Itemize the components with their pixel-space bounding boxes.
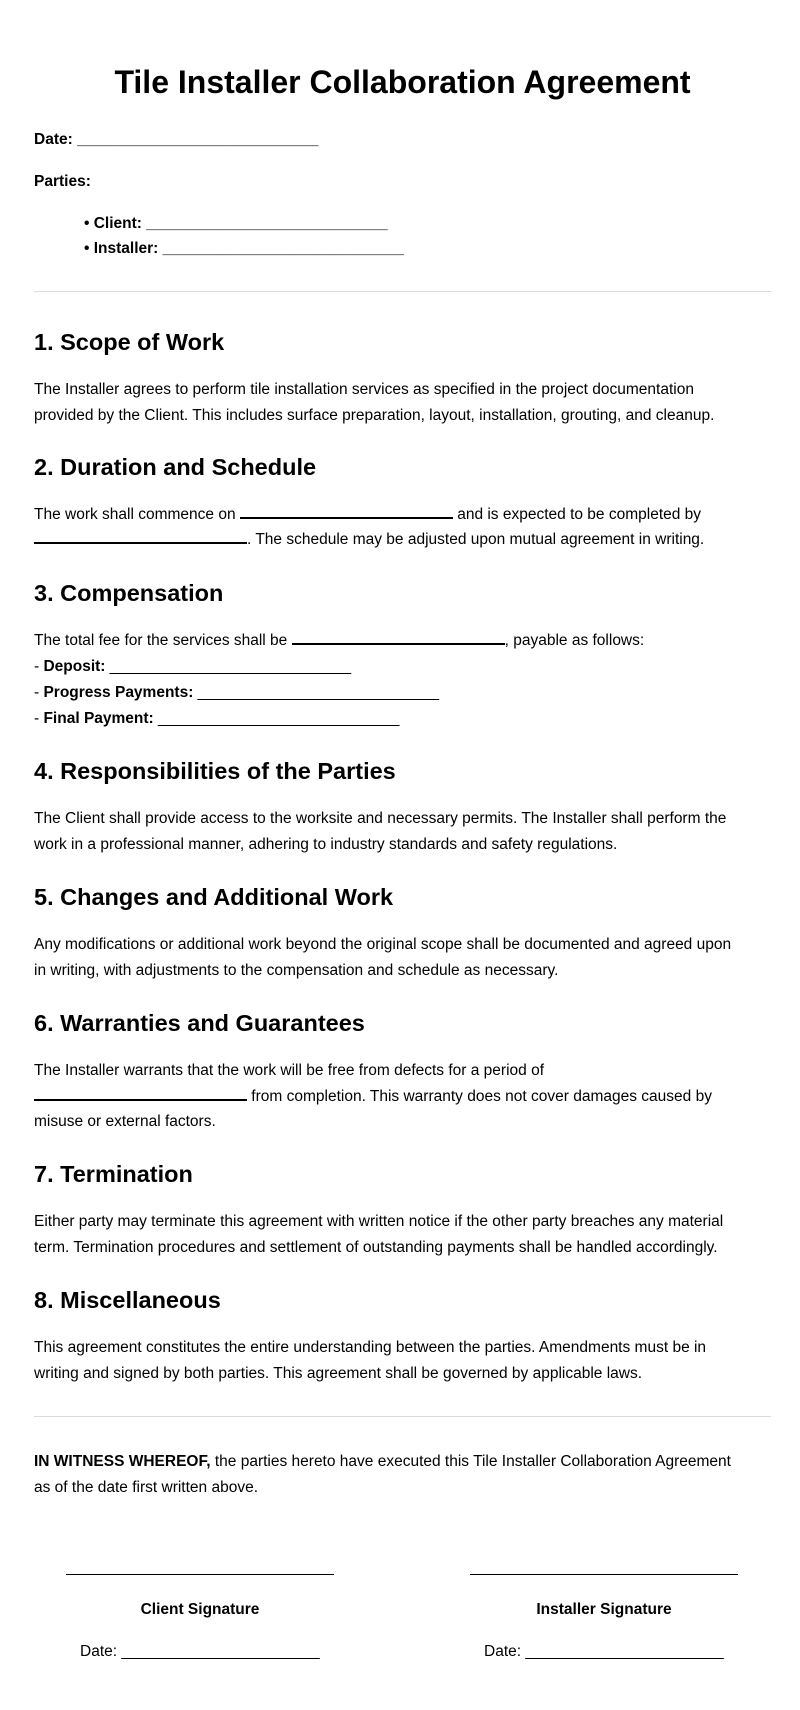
witness-text: as of the date first written above.: [34, 1479, 259, 1496]
section-text: in writing, with adjustments to the compensation and schedule as necessary.: [34, 962, 559, 979]
text-run: , payable as follows:: [504, 632, 645, 649]
section-text: [34, 628, 644, 654]
text-run: and is expected to be completed by: [452, 506, 702, 523]
text-run: -: [34, 658, 44, 675]
progress-label: Progress Payments:: [43, 684, 194, 701]
section-text: [34, 527, 704, 553]
text-run: The total fee for the services shall be: [34, 632, 292, 649]
installer-signature-label: Installer Signature: [536, 1601, 672, 1618]
section-text: [34, 502, 701, 528]
final-label: Final Payment:: [43, 710, 154, 727]
deposit-blank: ____________________________: [105, 658, 352, 675]
text-run: from completion. This warranty does not cover damages caused by: [247, 1088, 712, 1105]
document-title: Tile Installer Collaboration Agreement: [114, 64, 691, 100]
installer-field: • Installer: ____________________________: [84, 240, 405, 257]
date-field: Date: ____________________________: [34, 131, 319, 148]
text-run: The work shall commence on: [34, 506, 240, 523]
section-heading: 2. Duration and Schedule: [34, 454, 317, 480]
witness-text: [34, 1449, 731, 1475]
section-heading: 6. Warranties and Guarantees: [34, 1010, 365, 1036]
progress-blank: ____________________________: [193, 684, 440, 701]
client-field: • Client: ____________________________: [84, 215, 388, 232]
final-blank: ____________________________: [153, 710, 400, 727]
section-heading: 7. Termination: [34, 1161, 193, 1187]
total-fee-blank: [292, 629, 505, 645]
payment-line-progress: [34, 680, 439, 706]
client-signature-label: Client Signature: [140, 1601, 260, 1618]
end-date-blank: [34, 528, 247, 544]
client-signature-line: [66, 1574, 334, 1575]
client-date-field: Date: _______________________: [80, 1643, 320, 1660]
section-text: The Installer agrees to perform tile installation services as specified in the project documentation: [34, 381, 694, 398]
text-run: -: [34, 684, 44, 701]
section-text: Either party may terminate this agreement with written notice if the other party breaches any material: [34, 1213, 724, 1230]
witness-lead: IN WITNESS WHEREOF,: [34, 1453, 211, 1470]
divider: [34, 291, 771, 292]
section-text: work in a professional manner, adhering to industry standards and safety regulations.: [34, 836, 618, 853]
divider: [34, 1416, 771, 1417]
text-run: -: [34, 710, 44, 727]
payment-line-final: [34, 706, 399, 732]
payment-line-deposit: [34, 654, 351, 680]
section-text: Any modifications or additional work beyond the original scope shall be documented and agreed upon: [34, 936, 732, 953]
text-run: . The schedule may be adjusted upon mutual agreement in writing.: [247, 531, 705, 548]
warranty-period-blank: [34, 1085, 247, 1101]
section-text: This agreement constitutes the entire understanding between the parties. Amendments must be in: [34, 1339, 707, 1356]
text-run: the parties hereto have executed this Tile Installer Collaboration Agreement: [210, 1453, 731, 1470]
section-heading: 8. Miscellaneous: [34, 1287, 221, 1313]
section-text: [34, 1084, 712, 1110]
section-text: writing and signed by both parties. This agreement shall be governed by applicable laws.: [34, 1365, 643, 1382]
section-heading: 4. Responsibilities of the Parties: [34, 758, 396, 784]
parties-label: Parties:: [34, 173, 91, 190]
installer-signature-line: [470, 1574, 738, 1575]
section-text: provided by the Client. This includes surface preparation, layout, installation, grouting, and cleanup.: [34, 407, 715, 424]
section-heading: 1. Scope of Work: [34, 329, 225, 355]
section-text: term. Termination procedures and settlement of outstanding payments shall be handled accordingly.: [34, 1239, 718, 1256]
section-text: The Installer warrants that the work will be free from defects for a period of: [34, 1062, 545, 1079]
installer-date-field: Date: _______________________: [484, 1643, 724, 1660]
section-text: The Client shall provide access to the worksite and necessary permits. The Installer shall perform the: [34, 810, 727, 827]
section-heading: 3. Compensation: [34, 580, 224, 606]
section-text: misuse or external factors.: [34, 1113, 216, 1130]
section-heading: 5. Changes and Additional Work: [34, 884, 394, 910]
start-date-blank: [240, 503, 453, 519]
deposit-label: Deposit:: [43, 658, 106, 675]
